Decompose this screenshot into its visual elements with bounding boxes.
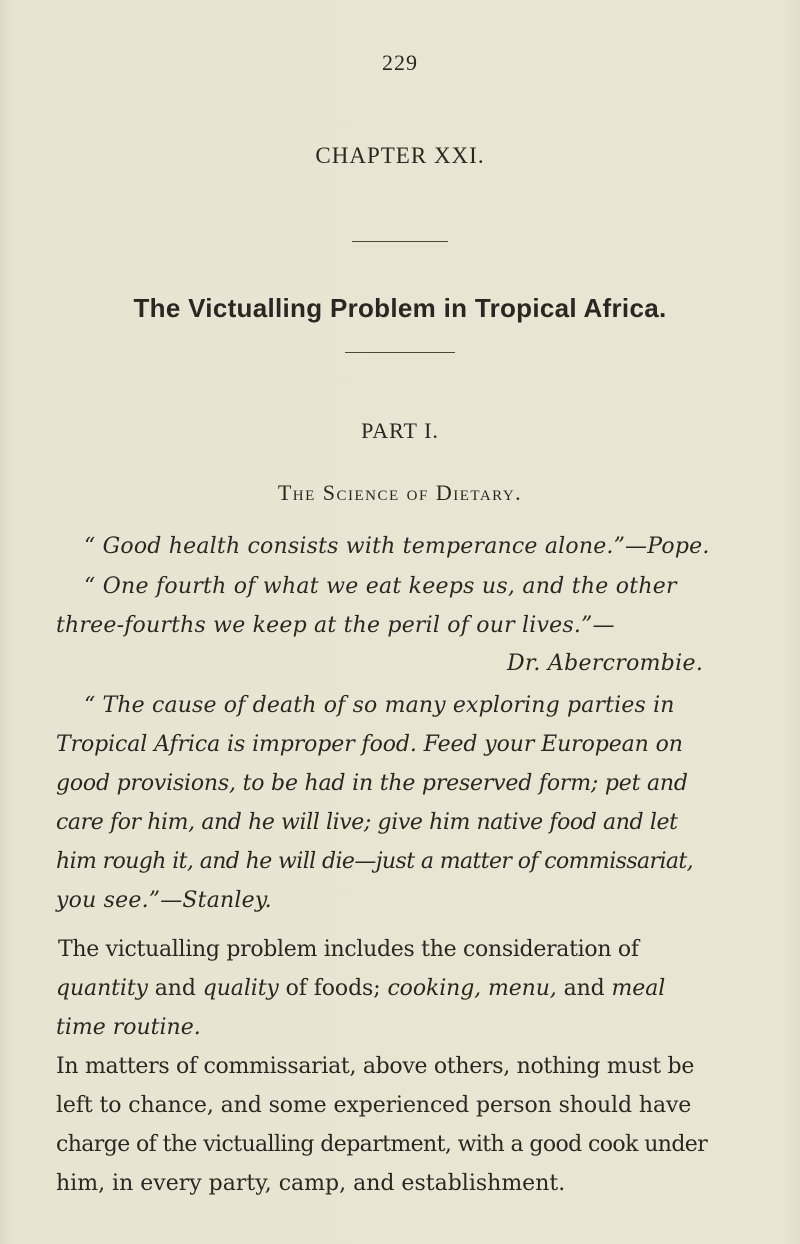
- epigraph-stanley-line: Tropical Africa is improper food. Feed your European on: [56, 732, 683, 757]
- paragraph-line: [58, 937, 639, 962]
- paragraph-line: charge of the victualling department, with a good cook under: [56, 1132, 708, 1157]
- page-number: 229: [382, 50, 418, 75]
- paragraph-line: [56, 1015, 201, 1040]
- emphasis-quantity: quantity: [56, 976, 148, 1001]
- epigraph-stanley-line: you see.”—Stanley.: [56, 888, 272, 913]
- emphasis-quality: quality: [202, 976, 279, 1001]
- epigraph-stanley-line: good provisions, to be had in the preserved form; pet and: [56, 771, 688, 796]
- paragraph-text: and: [147, 976, 203, 1001]
- chapter-heading: CHAPTER XXI.: [315, 143, 485, 168]
- section-heading: The Science of Dietary.: [277, 480, 523, 505]
- emphasis-meal: meal: [611, 976, 666, 1001]
- epigraph-stanley-line: care for him, and he will live; give him native food and let: [56, 810, 678, 835]
- paragraph-text: of foods;: [278, 976, 388, 1001]
- part-heading: PART I.: [361, 418, 439, 443]
- paragraph-text: The victualling problem includes the consideration of: [58, 937, 639, 962]
- epigraph-stanley-line: him rough it, and he will die—just a matter of commissariat,: [56, 849, 694, 874]
- divider-rule: [352, 241, 448, 242]
- chapter-title: The Victualling Problem in Tropical Africa.: [133, 293, 667, 323]
- emphasis-cooking-menu: cooking, menu,: [387, 976, 557, 1001]
- paragraph-line: [56, 976, 665, 1001]
- epigraph-pope: “ Good health consists with temperance alone.”—Pope.: [84, 534, 710, 559]
- epigraph-stanley-line: “ The cause of death of so many exploring parties in: [84, 693, 675, 718]
- epigraph-abercrombie-line: “ One fourth of what we eat keeps us, and the other: [84, 574, 677, 599]
- epigraph-attribution: Dr. Abercrombie.: [507, 651, 704, 676]
- epigraph-abercrombie-line: three-fourths we keep at the peril of our lives.”—: [56, 613, 615, 638]
- divider-rule: [345, 352, 455, 353]
- paragraph-line: In matters of commissariat, above others, nothing must be: [56, 1054, 695, 1079]
- emphasis-time-routine: time routine.: [56, 1015, 201, 1040]
- paragraph-line: left to chance, and some experienced person should have: [56, 1093, 692, 1118]
- paragraph-line: him, in every party, camp, and establishment.: [56, 1171, 566, 1196]
- paragraph-text: and: [556, 976, 612, 1001]
